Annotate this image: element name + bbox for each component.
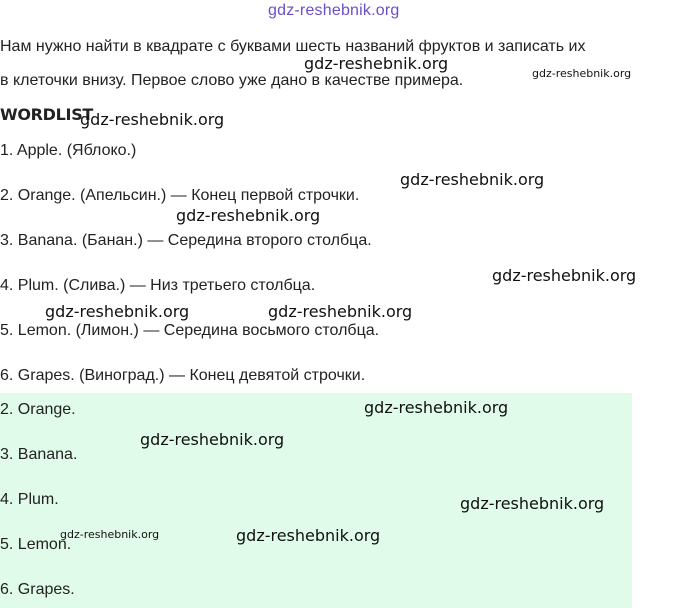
watermark: gdz-reshebnik.org <box>400 170 545 189</box>
watermark: gdz-reshebnik.org <box>236 526 381 545</box>
wordlist-heading: WORDLIST <box>0 105 94 124</box>
wordlist-item-apple: 1. Apple. (Яблоко.) <box>0 142 137 159</box>
wordlist-item-lemon: 5. Lemon. (Лимон.) — Середина восьмого столбца. <box>0 322 380 339</box>
wordlist-item-grapes: 6. Grapes. (Виноград.) — Конец девятой строчки. <box>0 367 366 384</box>
watermark: gdz-reshebnik.org <box>532 67 632 80</box>
watermark: gdz-reshebnik.org <box>364 398 509 417</box>
task-description-line-1: Нам нужно найти в квадрате с буквами шесть названий фруктов и записать их <box>0 38 586 55</box>
watermark: gdz-reshebnik.org <box>80 110 225 129</box>
watermark: gdz-reshebnik.org <box>140 430 285 449</box>
site-header-link[interactable]: gdz-reshebnik.org <box>268 2 400 19</box>
answer-item-lemon: 5. Lemon. <box>0 536 72 553</box>
wordlist-item-plum: 4. Plum. (Слива.) — Низ третьего столбца. <box>0 277 316 294</box>
answer-item-orange: 2. Orange. <box>0 401 76 418</box>
watermark: gdz-reshebnik.org <box>60 528 160 541</box>
watermark: gdz-reshebnik.org <box>492 266 637 285</box>
answer-item-plum: 4. Plum. <box>0 491 59 508</box>
task-description-line-2: в клеточки внизу. Первое слово уже дано в качестве примера. <box>0 72 464 89</box>
wordlist-item-banana: 3. Banana. (Банан.) — Середина второго столбца. <box>0 232 372 249</box>
watermark: gdz-reshebnik.org <box>268 302 413 321</box>
watermark: gdz-reshebnik.org <box>304 54 449 73</box>
watermark: gdz-reshebnik.org <box>460 494 605 513</box>
watermark: gdz-reshebnik.org <box>176 206 321 225</box>
wordlist-item-orange: 2. Orange. (Апельсин.) — Конец первой строчки. <box>0 187 360 204</box>
answer-item-banana: 3. Banana. <box>0 446 78 463</box>
watermark: gdz-reshebnik.org <box>45 302 190 321</box>
answer-item-grapes: 6. Grapes. <box>0 581 75 598</box>
